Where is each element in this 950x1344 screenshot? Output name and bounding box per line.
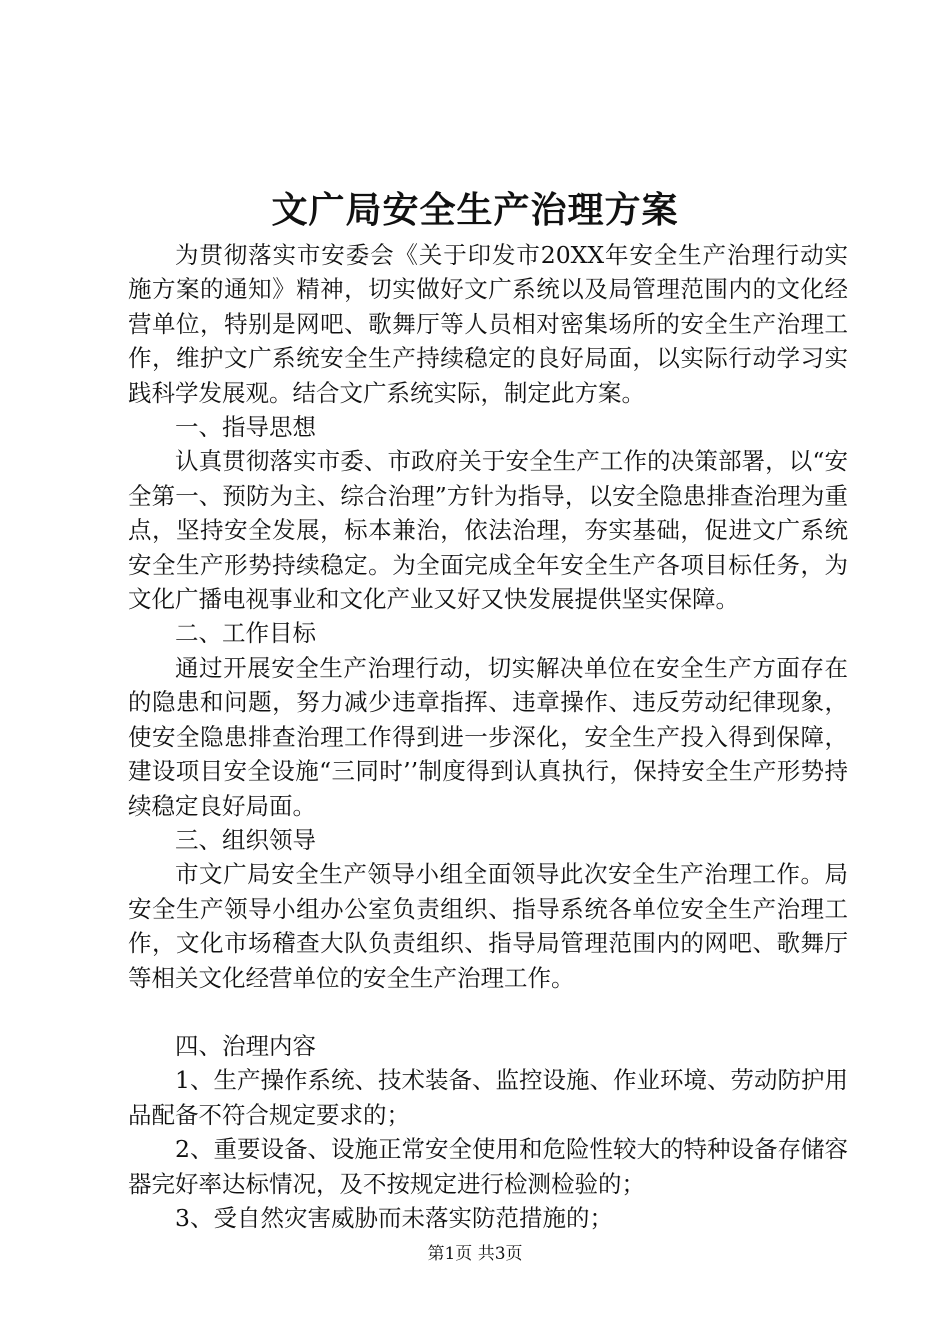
document-title: 文广局安全生产治理方案: [271, 189, 679, 231]
list-item: 2、重要设备、设施正常安全使用和危险性较大的特种设备存储容器完好率达标情况，及不按规定进行检测检验的；: [128, 1135, 848, 1198]
section-heading-governance-content: 四、治理内容: [175, 1031, 316, 1060]
section-heading-guiding-ideology: 一、指导思想: [175, 413, 316, 442]
section-text-organization: 市文广局安全生产领导小组全面领导此次安全生产治理工作。局安全生产领导小组办公室负责组织、指导系统各单位安全生产治理工作，文化市场稽查大队负责组织、指导局管理范围内的网吧、歌舞厅等相关文化经营单位的安全生产治理工作。: [128, 860, 848, 992]
intro-paragraph: 为贯彻落实市安委会《关于印发市20XX年安全生产治理行动实施方案的通知》精神，切实做好文广系统以及局管理范围内的文化经营单位，特别是网吧、歌舞厅等人员相对密集场所的安全生产治理工作，维护文广系统安全生产持续稳定的良好局面，以实际行动学习实践科学发展观。结合文广系统实际，制定此方案。: [128, 241, 848, 407]
section-heading-organization: 三、组织领导: [175, 825, 316, 854]
section-text-work-goals: 通过开展安全生产治理行动，切实解决单位在安全生产方面存在的隐患和问题，努力减少违章指挥、违章操作、违反劳动纪律现象，使安全隐患排查治理工作得到进一步深化，安全生产投入得到保障，建设项目安全设施“三同时’’制度得到认真执行，保持安全生产形势持续稳定良好局面。: [128, 653, 848, 820]
section-heading-work-goals: 二、工作目标: [175, 619, 316, 648]
document-body: [128, 238, 848, 1235]
list-item: 1、生产操作系统、技术装备、监控设施、作业环境、劳动防护用品配备不符合规定要求的；: [128, 1066, 848, 1129]
page-footer: 第1页 共3页: [427, 1244, 523, 1264]
paragraph-spacer: [128, 995, 848, 1029]
section-text-guiding-ideology: 认真贯彻落实市委、市政府关于安全生产工作的决策部署，以“安全第一、预防为主、综合治理”方针为指导，以安全隐患排查治理为重点，坚持安全发展，标本兼治，依法治理，夯实基础，促进文广系统安全生产形势持续稳定。为全面完成全年安全生产各项目标任务，为文化广播电视事业和文化产业又好又快发展提供坚实保障。: [128, 447, 848, 614]
list-item: 3、受自然灾害威胁而未落实防范措施的；: [175, 1203, 613, 1232]
